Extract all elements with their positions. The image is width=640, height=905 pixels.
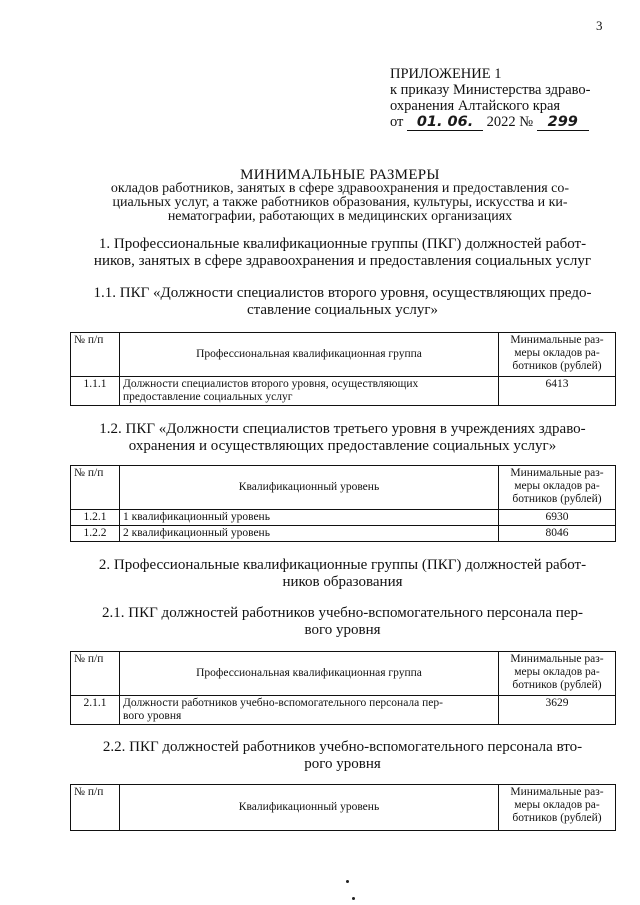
section-1-1-heading xyxy=(70,285,615,319)
section-1-line-1: 1. Профессиональные квалификационные группы (ПКГ) должностей работ- xyxy=(98,236,587,252)
table-1-1 xyxy=(70,332,616,406)
heading-line-2: циальных услуг, а также работников образования, культуры, искусства и ки- xyxy=(112,195,568,210)
handwritten-number: 299 xyxy=(537,114,589,131)
header-salary-line: Минимальные раз- xyxy=(510,786,604,798)
row-num: 1.2.2 xyxy=(71,526,120,542)
header-num: № п/п xyxy=(71,466,120,510)
header-salary-line: Минимальные раз- xyxy=(510,467,604,479)
section-2-2-line-1: 2.2. ПКГ должностей работников учебно-вспомогательного персонала вто- xyxy=(102,739,583,755)
row-num: 1.1.1 xyxy=(71,377,120,406)
appendix-title: ПРИЛОЖЕНИЕ 1 xyxy=(390,66,502,82)
row-value: 6413 xyxy=(499,377,616,406)
table-1-2 xyxy=(70,465,616,542)
header-salary-line: ботников (рублей) xyxy=(512,812,602,824)
header-level: Квалификационный уровень xyxy=(120,466,499,510)
heading-title: МИНИМАЛЬНЫЕ РАЗМЕРЫ xyxy=(240,167,440,183)
document-heading xyxy=(60,168,620,224)
section-2-line-1: 2. Профессиональные квалификационные группы (ПКГ) должностей работ- xyxy=(98,557,587,573)
scan-speck xyxy=(346,880,349,883)
header-salary-line: ботников (рублей) xyxy=(512,493,602,505)
section-1-2-line-2: охранения и осуществляющих предоставление социальных услуг» xyxy=(128,438,557,454)
section-1-2-line-1: 1.2. ПКГ «Должности специалистов третьего уровня в учреждениях здраво- xyxy=(99,421,586,437)
row-num: 1.2.1 xyxy=(71,510,120,526)
table-row xyxy=(71,377,616,406)
header-salary xyxy=(499,333,616,377)
row-name xyxy=(120,377,499,406)
handwritten-date: 01. 06. xyxy=(407,114,483,131)
row-num: 2.1.1 xyxy=(71,696,120,725)
header-pkg: Профессиональная квалификационная группа xyxy=(120,652,499,696)
page-number: 3 xyxy=(596,18,603,33)
row-name-line: вого уровня xyxy=(123,710,182,722)
section-2-2-line-2: рого уровня xyxy=(304,756,381,772)
header-num: № п/п xyxy=(71,652,120,696)
header-pkg: Профессиональная квалификационная группа xyxy=(120,333,499,377)
section-1-1-line-1: 1.1. ПКГ «Должности специалистов второго уровня, осуществляющих предо- xyxy=(93,285,592,301)
header-salary xyxy=(499,466,616,510)
heading-line-3: нематографии, работающих в медицинских организациях xyxy=(167,209,513,224)
header-level: Квалификационный уровень xyxy=(120,785,499,831)
section-2-2-heading xyxy=(70,739,615,773)
header-salary-line: меры окладов ра- xyxy=(514,666,600,678)
header-salary-line: меры окладов ра- xyxy=(514,799,600,811)
appendix-date-line xyxy=(390,114,590,131)
row-value: 6930 xyxy=(499,510,616,526)
row-name xyxy=(120,696,499,725)
row-name-line: Должности специалистов второго уровня, осуществляющих xyxy=(123,378,419,390)
section-1-line-2: ников, занятых в сфере здравоохранения и предоставления социальных услуг xyxy=(93,253,592,269)
header-salary-line: Минимальные раз- xyxy=(510,334,604,346)
table-row xyxy=(71,696,616,725)
section-2-1-line-2: вого уровня xyxy=(304,622,381,638)
header-salary xyxy=(499,652,616,696)
appendix-line-2: охранения Алтайского края xyxy=(390,98,561,114)
row-name-line: Должности работников учебно-вспомогательного персонала пер- xyxy=(123,697,443,709)
appendix-line-1: к приказу Министерства здраво- xyxy=(390,82,591,98)
row-name: 1 квалификационный уровень xyxy=(120,510,499,526)
header-salary-line: меры окладов ра- xyxy=(514,347,600,359)
section-1-2-heading xyxy=(70,421,615,455)
table-2-2 xyxy=(70,784,616,831)
row-value: 8046 xyxy=(499,526,616,542)
header-salary-line: меры окладов ра- xyxy=(514,480,600,492)
section-2-line-2: ников образования xyxy=(282,574,403,590)
row-name: 2 квалификационный уровень xyxy=(120,526,499,542)
section-2-1-heading xyxy=(70,605,615,639)
row-name-line: предоставление социальных услуг xyxy=(123,391,293,403)
appendix-year: 2022 № xyxy=(486,114,534,130)
section-1-heading xyxy=(70,236,615,270)
row-value: 3629 xyxy=(499,696,616,725)
table-row xyxy=(71,510,616,526)
header-salary xyxy=(499,785,616,831)
heading-line-1: окладов работников, занятых в сфере здравоохранения и предоставления со- xyxy=(110,181,570,196)
appendix-from: от xyxy=(390,114,404,130)
section-1-1-line-2: ставление социальных услуг» xyxy=(246,302,439,318)
table-row xyxy=(71,526,616,542)
appendix-block xyxy=(390,66,590,131)
table-2-1 xyxy=(70,651,616,725)
header-salary-line: Минимальные раз- xyxy=(510,653,604,665)
section-2-1-line-1: 2.1. ПКГ должностей работников учебно-вспомогательного персонала пер- xyxy=(102,605,583,621)
header-salary-line: ботников (рублей) xyxy=(512,360,602,372)
section-2-heading xyxy=(70,557,615,591)
scan-speck xyxy=(352,897,355,900)
header-salary-line: ботников (рублей) xyxy=(512,679,602,691)
header-num: № п/п xyxy=(71,333,120,377)
header-num: № п/п xyxy=(71,785,120,831)
